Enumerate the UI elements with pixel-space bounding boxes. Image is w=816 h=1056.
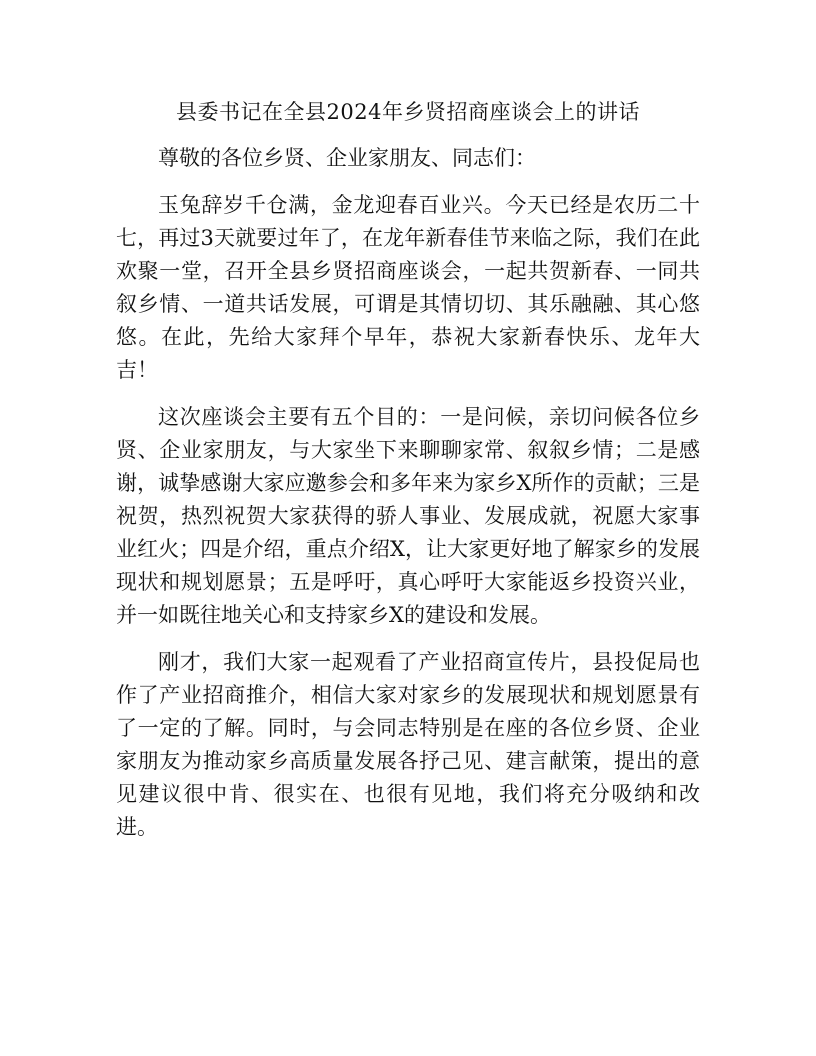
review-paragraph: 刚才，我们大家一起观看了产业招商宣传片，县投促局也作了产业招商推介，相信大家对家乡的发展现状和规划愿景有了一定的了解。同时，与会同志特别是在座的各位乡贤、企业家朋友为推动家乡高质量发展各抒己见、建言献策，提出的意见建议很中肯、很实在、也很有见地，我们将充分吸纳和改进。	[116, 650, 700, 839]
document-body	[116, 142, 700, 858]
purpose-paragraph: 这次座谈会主要有五个目的：一是问候，亲切问候各位乡贤、企业家朋友，与大家坐下来聊聊家常、叙叙乡情；二是感谢，诚挚感谢大家应邀参会和多年来为家乡X所作的贡献；三是祝贺，热烈祝贺大家获得的骄人事业、发展成就，祝愿大家事业红火；四是介绍，重点介绍X，让大家更好地了解家乡的发展现状和规划愿景；五是呼吁，真心呼吁大家能返乡投资兴业，并一如既往地关心和支持家乡X的建设和发展。	[116, 405, 700, 627]
greeting-paragraph: 尊敬的各位乡贤、企业家朋友、同志们：	[158, 146, 536, 170]
opening-paragraph: 玉兔辞岁千仓满，金龙迎春百业兴。今天已经是农历二十七，再过3天就要过年了，在龙年新春佳节来临之际，我们在此欢聚一堂，召开全县乡贤招商座谈会，一起共贺新春、一同共叙乡情、一道共话发展，可谓是其情切切、其乐融融、其心悠悠。在此，先给大家拜个早年，恭祝大家新春快乐、龙年大吉！	[116, 193, 700, 382]
document-title: 县委书记在全县2024年乡贤招商座谈会上的讲话	[176, 100, 640, 124]
